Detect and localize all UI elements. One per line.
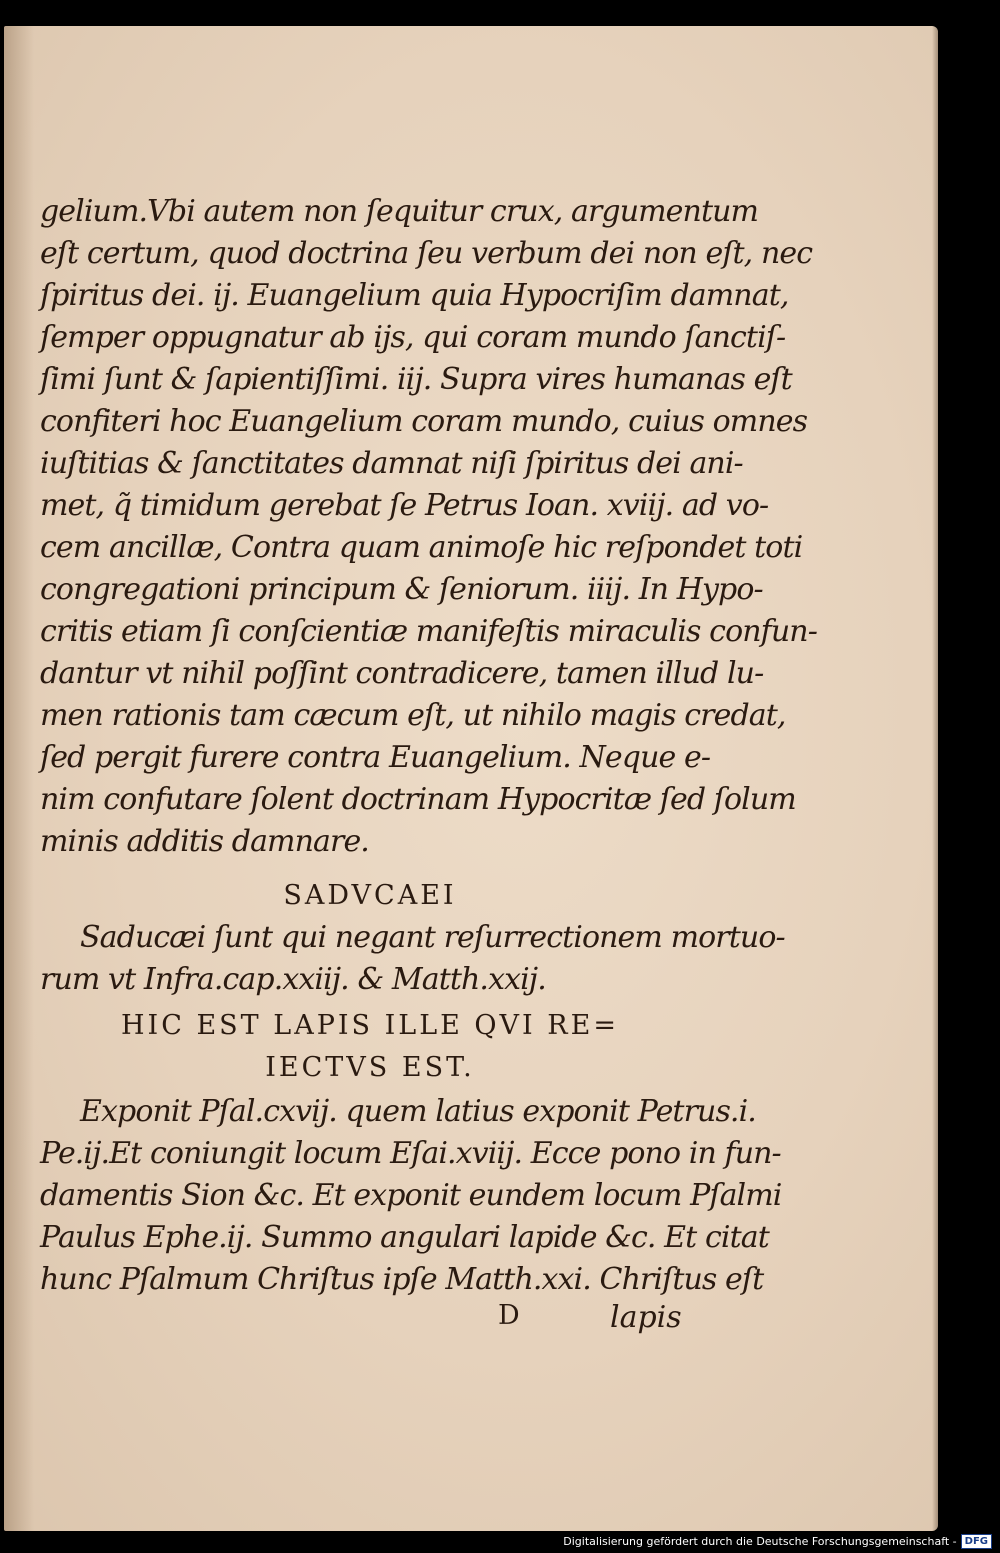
text-line: ſpiritus dei. ij. Euangelium quia Hypocriſim damnat, bbox=[40, 278, 789, 313]
section-heading: SADVCAEI bbox=[283, 880, 457, 911]
text-line: iuſtitias & ſanctitates damnat niſi ſpiritus dei ani- bbox=[40, 446, 743, 481]
text-line: ſemper oppugnatur ab ijs, qui coram mundo ſanctiſ- bbox=[40, 320, 786, 355]
text-line: ſimi ſunt & ſapientiſſimi. iij. Supra vires humanas eſt bbox=[40, 362, 792, 397]
page-edge bbox=[932, 26, 938, 1531]
gutter-shadow bbox=[4, 26, 34, 1531]
text-line: congregationi principum & ſeniorum. iiij. In Hypo- bbox=[40, 572, 763, 607]
text-line: met, q̃ timidum gerebat ſe Petrus Ioan. xviij. ad vo- bbox=[40, 488, 769, 523]
text-line: nim confutare ſolent doctrinam Hypocritæ ſed ſolum bbox=[40, 782, 796, 817]
text-line: Saducæi ſunt qui negant reſurrectionem mortuo- bbox=[80, 920, 785, 955]
dfg-logo-icon[interactable]: DFG bbox=[961, 1534, 992, 1549]
section-heading: HIC EST LAPIS ILLE QVI RE= bbox=[121, 1010, 619, 1041]
text-line: hunc Pſalmum Chriſtus ipſe Matth.xxi. Chriſtus eſt bbox=[40, 1262, 764, 1297]
section-heading: IECTVS EST. bbox=[265, 1052, 475, 1083]
text-line: eſt certum, quod doctrina ſeu verbum dei non eſt, nec bbox=[40, 236, 813, 271]
text-line: ſed pergit furere contra Euangelium. Neque e- bbox=[40, 740, 711, 775]
text-line: cem ancillæ, Contra quam animoſe hic reſpondet toti bbox=[40, 530, 803, 565]
book-page bbox=[4, 26, 938, 1531]
text-line: gelium.Vbi autem non ſequitur crux, argumentum bbox=[40, 194, 759, 229]
text-line: minis additis damnare. bbox=[40, 824, 369, 859]
text-line: critis etiam ſi conſcientiæ manifeſtis miraculis confun- bbox=[40, 614, 817, 649]
digitization-credit bbox=[563, 1534, 992, 1549]
text-line: Paulus Ephe.ij. Summo angulari lapide &c. Et citat bbox=[40, 1220, 769, 1255]
text-line: damentis Sion &c. Et exponit eundem locum Pſalmi bbox=[40, 1178, 782, 1213]
text-line: dantur vt nihil poſſint contradicere, tamen illud lu- bbox=[40, 656, 764, 691]
text-line: Exponit Pſal.cxvij. quem latius exponit Petrus.i. bbox=[80, 1094, 756, 1129]
text-line: confiteri hoc Euangelium coram mundo, cuius omnes bbox=[40, 404, 808, 439]
signature-mark: D bbox=[498, 1300, 520, 1331]
credit-text: Digitalisierung gefördert durch die Deutsche Forschungsgemeinschaft - bbox=[563, 1535, 957, 1548]
text-line: men rationis tam cæcum eſt, ut nihilo magis credat, bbox=[40, 698, 786, 733]
catchword: lapis bbox=[610, 1300, 682, 1335]
text-line: rum vt Infra.cap.xxiij. & Matth.xxij. bbox=[40, 962, 546, 997]
text-line: Pe.ij.Et coniungit locum Eſai.xviij. Ecce pono in fun- bbox=[40, 1136, 781, 1171]
